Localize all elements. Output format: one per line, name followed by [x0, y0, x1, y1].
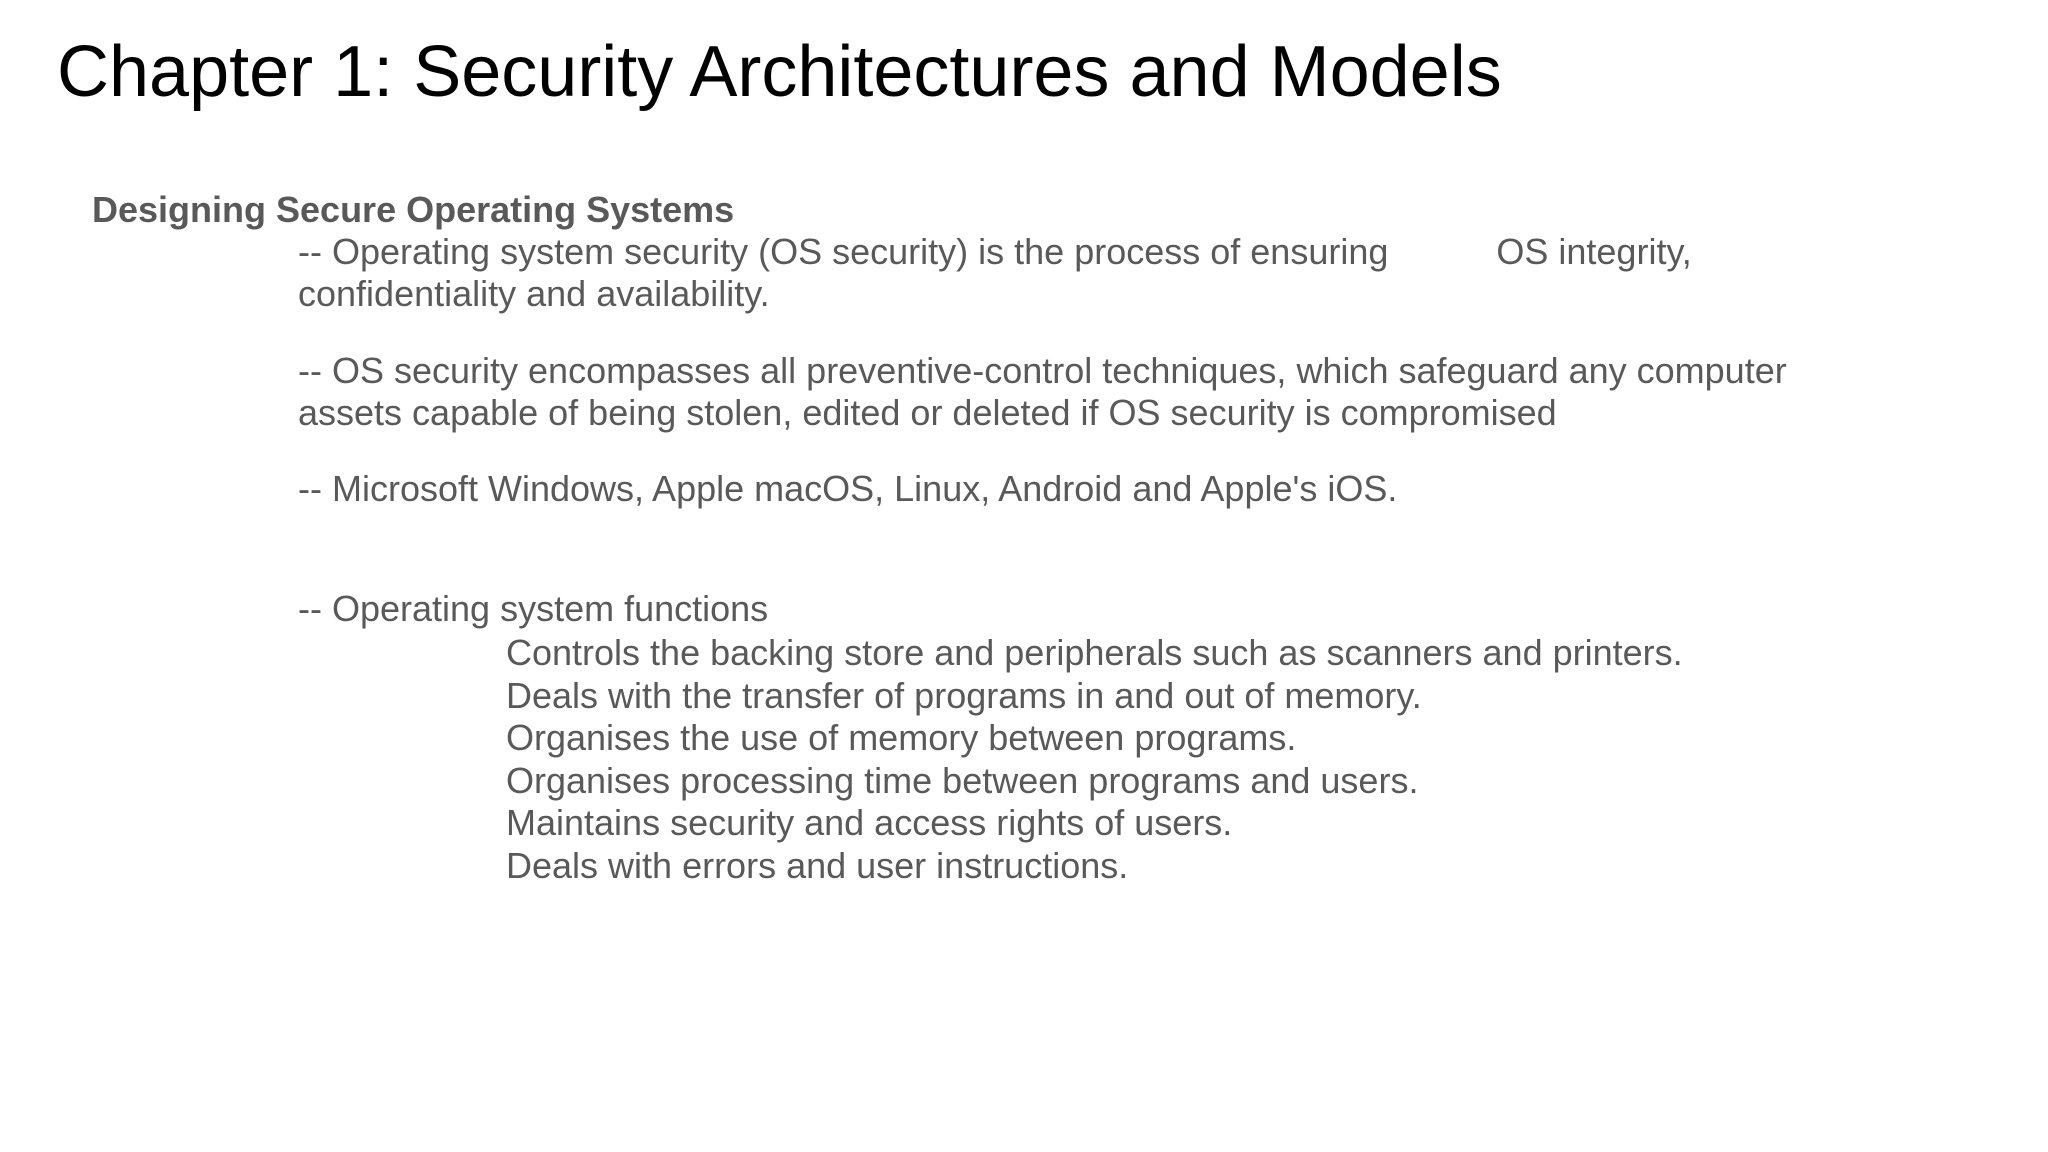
paragraph-os-security-definition [298, 231, 1692, 315]
text-segment: OS integrity, [1496, 231, 1692, 272]
paragraph-line [298, 231, 1692, 273]
paragraph-line: -- OS security encompasses all preventive-control techniques, which safeguard any computer [298, 350, 1787, 391]
list-item: Maintains security and access rights of users. [506, 802, 1233, 844]
text-segment: -- Operating system security (OS security) is the process of ensuring [298, 231, 1389, 272]
list-item: Controls the backing store and peripherals such as scanners and printers. [506, 632, 1683, 673]
paragraph-os-functions-heading [298, 588, 768, 630]
list-item: Deals with the transfer of programs in and out of memory. [506, 674, 1422, 716]
section-heading: Designing Secure Operating Systems [92, 189, 735, 230]
paragraph-os-security-scope [298, 350, 1787, 434]
paragraph-os-examples [298, 468, 1397, 510]
os-functions-list [506, 632, 1683, 888]
slide-title: Chapter 1: Security Architectures and Models [57, 32, 1502, 112]
list-item: Deals with errors and user instructions. [506, 844, 1129, 886]
paragraph-line: -- Operating system functions [298, 588, 769, 629]
paragraph-line: confidentiality and availability. [298, 273, 770, 314]
paragraph-line: assets capable of being stolen, edited or deleted if OS security is compromised [298, 392, 1557, 433]
list-item: Organises the use of memory between programs. [506, 717, 1297, 759]
paragraph-line: -- Microsoft Windows, Apple macOS, Linux, Android and Apple's iOS. [298, 468, 1398, 509]
list-item: Organises processing time between programs and users. [506, 759, 1419, 801]
